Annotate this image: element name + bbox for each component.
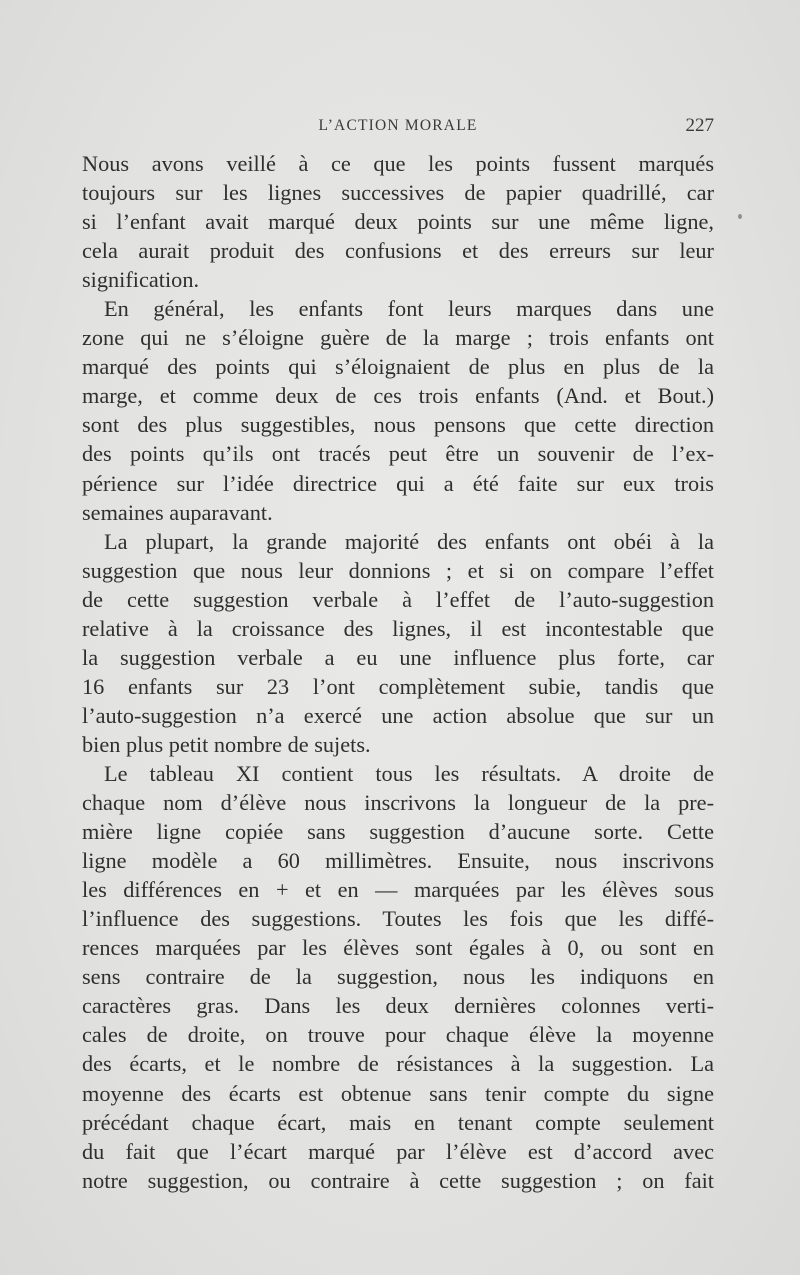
text-line: semaines auparavant. [82,499,273,525]
text-line: l’auto-suggestion n’a exercé une action absolue que sur un [82,702,714,728]
text-line: précédant chaque écart, mais en tenant compte seulement [82,1109,714,1135]
text-line: de cette suggestion verbale à l’effet de l’auto-suggestion [82,586,714,612]
text-line: relative à la croissance des lignes, il est incontestable que [82,615,714,641]
text-line: des points qu’ils ont tracés peut être un souvenir de l’ex- [82,441,714,467]
text-line: En général, les enfants font leurs marques dans une [104,296,714,322]
text-line: ligne modèle a 60 millimètres. Ensuite, nous inscrivons [82,848,714,874]
text-line: Nous avons veillé à ce que les points fussent marqués [82,151,714,176]
text-line: sens contraire de la suggestion, nous les indiquons en [82,964,714,990]
text-line: chaque nom d’élève nous inscrivons la longueur de la pre- [82,790,714,816]
text-line: mière ligne copiée sans suggestion d’aucune sorte. Cette [82,819,714,845]
text-line: sont des plus suggestibles, nous pensons que cette direction [82,412,714,438]
text-line: moyenne des écarts est obtenue sans tenir compte du signe [82,1080,714,1106]
text-line: rences marquées par les élèves sont égales à 0, ou sont en [82,935,714,961]
text-line: l’influence des suggestions. Toutes les fois que les diffé- [82,906,714,932]
text-line: les différences en + et en — marquées par les élèves sous [82,877,714,903]
text-line: zone qui ne s’éloigne guère de la marge ; trois enfants ont [82,325,714,351]
paper-speck [738,214,742,219]
text-line: si l’enfant avait marqué deux points sur une même ligne, [82,209,714,235]
text-line: toujours sur les lignes successives de papier quadrillé, car [82,180,714,206]
page-header [82,117,714,141]
text-line: des écarts, et le nombre de résistances à la suggestion. La [82,1051,714,1077]
text-line: 16 enfants sur 23 l’ont complètement subie, tandis que [82,673,714,699]
text-line: la suggestion verbale a eu une influence plus forte, car [82,644,714,670]
text-line: marge, et comme deux de ces trois enfants (And. et Bout.) [82,383,714,409]
text-line: cela aurait produit des confusions et des erreurs sur leur [82,238,714,264]
text-line: La plupart, la grande majorité des enfants ont obéi à la [104,528,714,554]
text-line: Le tableau XI contient tous les résultats. A droite de [104,760,714,786]
text-line: cales de droite, on trouve pour chaque élève la moyenne [82,1022,714,1048]
page-number: 227 [685,115,714,136]
text-line: caractères gras. Dans les deux dernières colonnes verti- [82,993,714,1019]
text-line: du fait que l’écart marqué par l’élève est d’accord avec [82,1138,714,1164]
text-line: notre suggestion, ou contraire à cette suggestion ; on fait [82,1167,714,1193]
text-line: périence sur l’idée directrice qui a été faite sur eux trois [82,470,714,496]
text-line: bien plus petit nombre de sujets. [82,731,371,757]
text-line: signification. [82,267,200,293]
body-text [82,149,714,1195]
running-head: L’ACTION MORALE [318,117,478,134]
text-line: suggestion que nous leur donnions ; et si on compare l’effet [82,557,714,583]
text-line: marqué des points qui s’éloignaient de plus en plus de la [82,354,714,380]
